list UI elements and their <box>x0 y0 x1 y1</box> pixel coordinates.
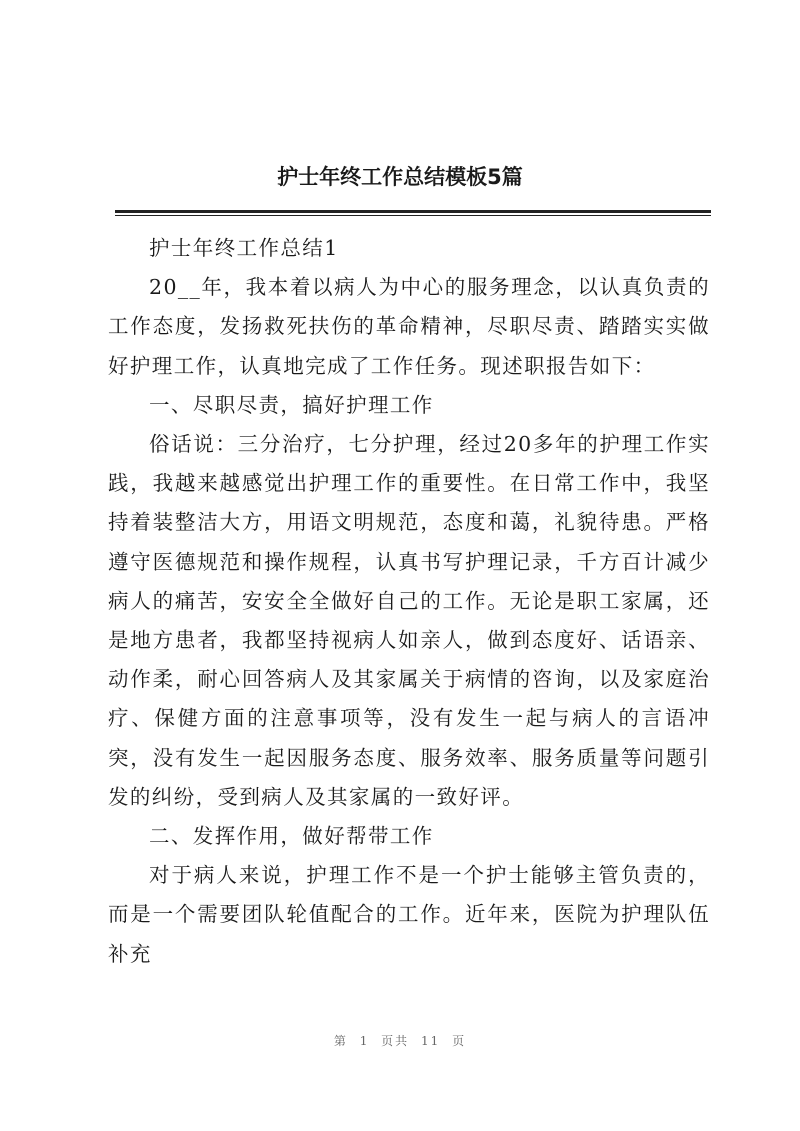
subsection-heading: 二、发挥作用，做好帮带工作 <box>149 824 434 849</box>
document-body <box>108 229 710 974</box>
page-suffix: 页 <box>452 1034 467 1048</box>
section-heading: 护士年终工作总结1 <box>149 236 339 260</box>
title-divider-thin <box>115 215 711 216</box>
body-paragraph: 对于病人来说，护理工作不是一个护士能够主管负责的，而是一个需要团队轮值配合的工作。近年来，医院为护理队伍补充 <box>108 863 710 966</box>
title-divider-thick <box>115 210 711 213</box>
body-paragraph: 俗话说：三分治疗，七分护理，经过20多年的护理工作实践，我越来越感觉出护理工作的重要性。在日常工作中，我坚持着装整洁大方，用语文明规范，态度和蔼，礼貌待患。严格遵守医德规范和操作规程，认真书写护理记录，千方百计减少病人的痛苦，安安全全做好自己的工作。无论是职工家属，还是地方患者，我都坚持视病人如亲人，做到态度好、话语亲、动作柔，耐心回答病人及其家属关于病情的咨询，以及家庭治疗、保健方面的注意事项等，没有发生一起与病人的言语冲突，没有发生一起因服务态度、服务效率、服务质量等问题引发的纠纷，受到病人及其家属的一致好评。 <box>108 432 710 809</box>
document-title: 护士年终工作总结模板5篇 <box>277 165 523 189</box>
page-number: 1 <box>359 1034 370 1048</box>
page-total: 11 <box>421 1034 441 1048</box>
page-mid: 页共 <box>381 1034 410 1048</box>
page-footer <box>0 1032 800 1049</box>
body-paragraph: 20__年，我本着以病人为中心的服务理念，以认真负责的工作态度，发扬救死扶伤的革命精神，尽职尽责、踏踏实实做好护理工作，认真地完成了工作任务。现述职报告如下： <box>108 275 710 378</box>
subsection-heading: 一、尽职尽责，搞好护理工作 <box>149 392 434 417</box>
page-prefix: 第 <box>333 1034 348 1048</box>
